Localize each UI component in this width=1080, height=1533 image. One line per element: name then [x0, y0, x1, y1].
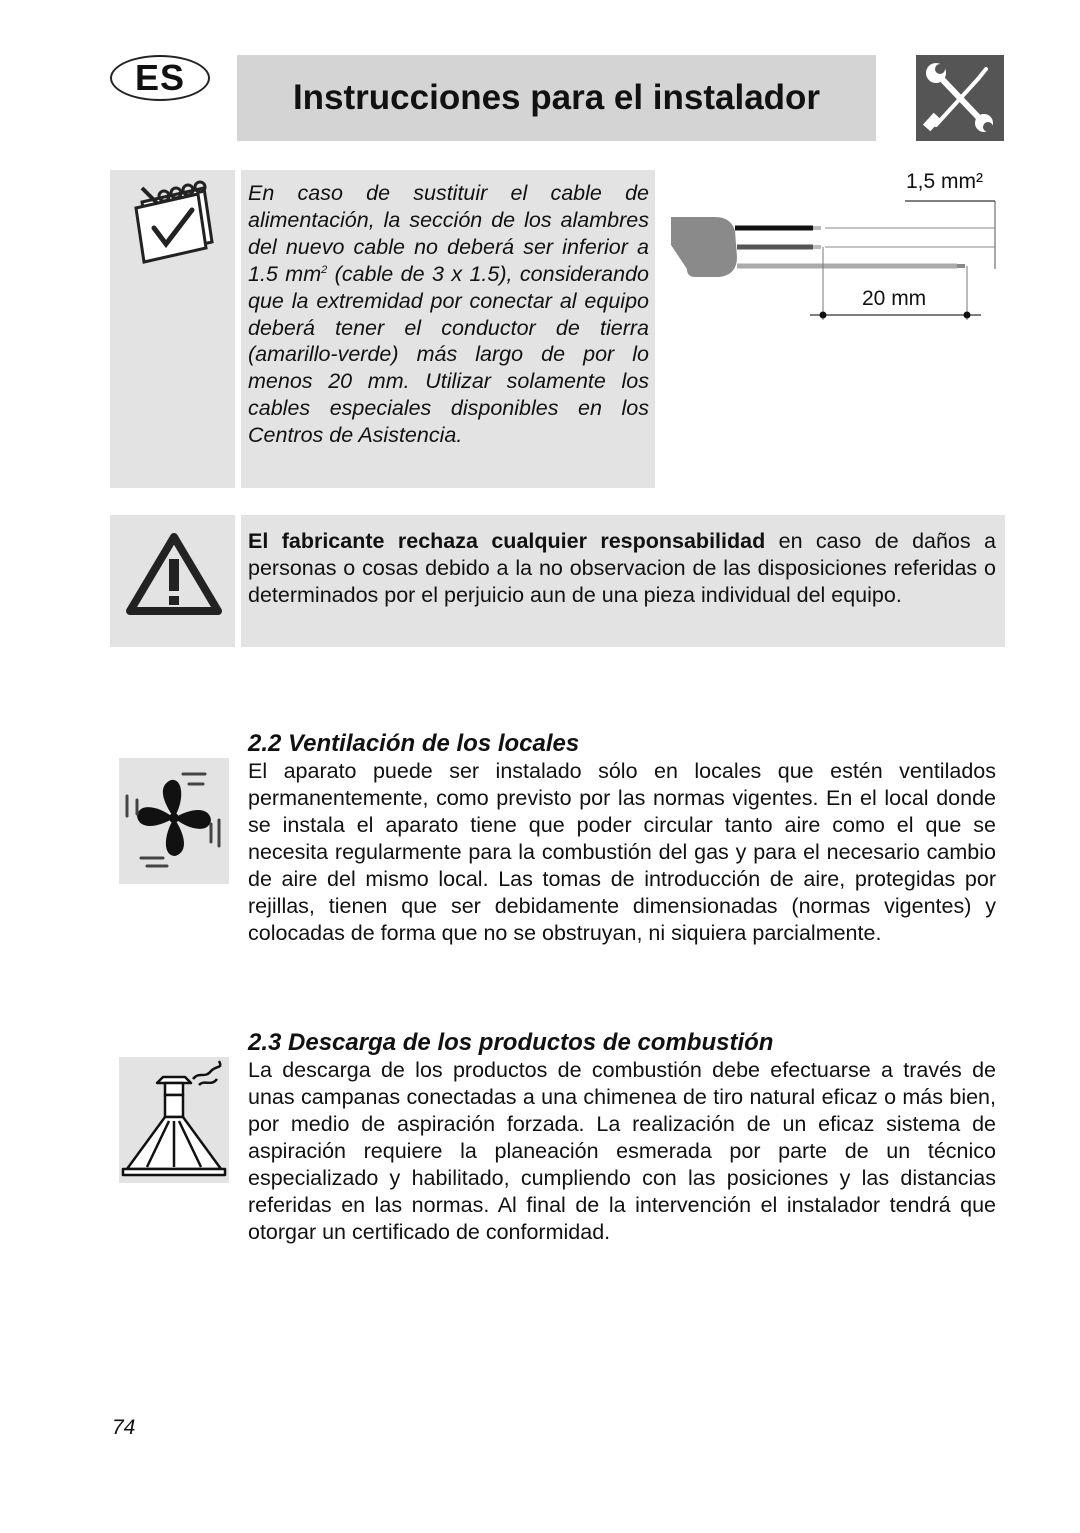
note-icon-panel — [110, 170, 235, 488]
cable-section-label: 1,5 mm² — [906, 170, 984, 193]
warning-triangle-icon — [110, 515, 235, 647]
section-heading-combustion: 2.3 Descarga de los productos de combustión — [248, 1029, 774, 1056]
page-title: Instrucciones para el instalador — [292, 78, 821, 117]
cable-diagram — [665, 195, 1005, 325]
note-superscript: 2 — [321, 263, 328, 276]
fan-icon — [119, 758, 229, 884]
notepad-check-icon — [110, 170, 235, 488]
page-title-bar — [237, 55, 876, 141]
section-heading-ventilation: 2.2 Ventilación de los locales — [248, 730, 580, 757]
language-code: ES — [134, 57, 186, 98]
strip-length-label: 20 mm — [862, 287, 927, 310]
page-number: 74 — [112, 1416, 136, 1439]
note-text-before: En caso de sustituir el cable de alimentación, la sección de los alambres del nuevo cable no deberá ser inferior a 1.5 mm — [248, 181, 649, 286]
wrench-screwdriver-icon — [916, 55, 1004, 141]
note-text-after: (cable de 3 x 1.5), considerando que la extremidad por conectar al equipo deberá tener el conductor de tierra (amarillo-verde) más largo de por lo menos 20 mm. Utilizar solamente los cables especiales disponibles en los Centros de Asistencia. — [248, 261, 649, 448]
warning-paragraph — [248, 528, 996, 609]
warning-text: en caso de daños a personas o cosas debido a la no observacion de las disposiciones referidas o determinados por el perjuicio aun de una pieza individual del equipo. — [248, 529, 997, 607]
warning-bold-text: El fabricante rechaza cualquier responsabilidad — [248, 529, 766, 553]
note-paragraph — [248, 180, 649, 449]
extractor-hood-icon — [119, 1057, 229, 1183]
section-body-combustion: La descarga de los productos de combustión debe efectuarse a través de unas campanas conectadas a una chimenea de tiro natural eficaz o más bien, por medio de aspiración forzada. La realización de un eficaz sistema de aspiración requiere la planeación esmerada por parte de un técnico especializado y habilitado, cumpliendo con las posiciones y las distancias referidas en las normas. Al final de la intervención el instalador tendrá que otorgar un certificado de conformidad. — [248, 1058, 996, 1244]
language-badge — [110, 55, 210, 101]
warning-icon-panel — [110, 515, 235, 647]
section-body-ventilation: El aparato puede ser instalado sólo en locales que estén ventilados permanentemente, como previsto por las normas vigentes. En el local donde se instala el aparato tiene que poder circular tanto aire como el que se necesita regularmente para la combustión del gas y para el necesario cambio de aire del mismo local. Las tomas de introducción de aire, protegidas por rejillas, tienen que ser debidamente dimensionadas (normas vigentes) y colocadas de forma que no se obstruyan, ni siquiera parcialmente. — [248, 759, 996, 945]
